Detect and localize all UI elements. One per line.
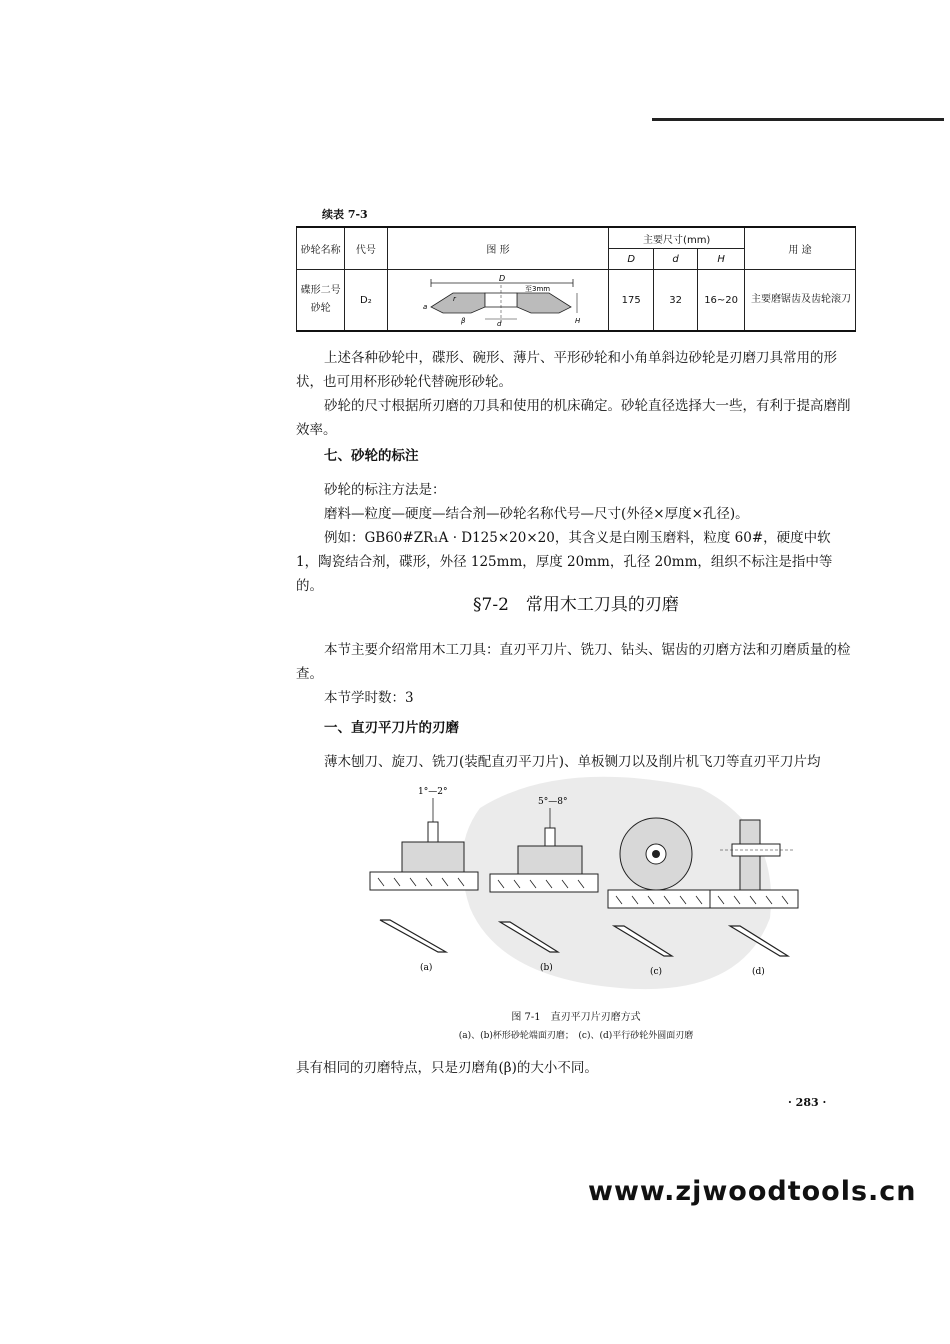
paragraph-marking-method: 砂轮的标注方法是： bbox=[324, 482, 446, 498]
paragraph-straight-blade: 薄木刨刀、旋刀、铣刀(装配直刃平刀片)、单板铡刀以及削片机飞刀等直刃平刀片均 bbox=[324, 754, 821, 770]
figure-a bbox=[370, 787, 478, 973]
heading-straight-blade: 一、直刃平刀片的刃磨 bbox=[324, 720, 459, 736]
label-a: (a) bbox=[420, 963, 433, 973]
figure-c bbox=[608, 818, 712, 977]
cell-code: D₂ bbox=[345, 270, 387, 332]
website-url: www.zjwoodtools.cn bbox=[588, 1176, 917, 1207]
header-rule bbox=[652, 118, 944, 121]
table-caption: 续表 7-3 bbox=[322, 208, 368, 221]
cell-shape bbox=[387, 270, 609, 332]
col-H-header: H bbox=[698, 249, 745, 270]
label-c: (c) bbox=[650, 967, 663, 977]
paragraph-wheel-size: 砂轮的尺寸根据所刃磨的刀具和使用的机床确定。砂轮直径选择大一些，有利于提高磨削效率。 bbox=[296, 398, 851, 438]
diagram-note-label: 至3mm bbox=[524, 284, 551, 293]
col-name-header: 砂轮名称 bbox=[297, 227, 345, 270]
diagram-beta-label: β bbox=[460, 316, 466, 325]
col-d-header: d bbox=[653, 249, 697, 270]
page-number: · 283 · bbox=[788, 1096, 827, 1109]
table-row bbox=[297, 270, 856, 332]
angle-a-label: 1°—2° bbox=[418, 787, 448, 797]
diagram-H-label: H bbox=[574, 316, 581, 325]
section-title: §7-2 常用木工刀具的刃磨 bbox=[473, 595, 679, 615]
col-code-header: 代号 bbox=[345, 227, 387, 270]
label-b: (b) bbox=[540, 963, 553, 973]
cell-name: 碟形二号砂轮 bbox=[297, 270, 345, 332]
diagram-D-label: D bbox=[498, 273, 506, 283]
paragraph-class-hours: 本节学时数：3 bbox=[324, 690, 414, 706]
paragraph-conclusion: 具有相同的刃磨特点，只是刃磨角(β)的大小不同。 bbox=[296, 1060, 598, 1076]
diagram-r-label: r bbox=[452, 294, 456, 303]
col-D-header: D bbox=[609, 249, 653, 270]
angle-b-label: 5°—8° bbox=[538, 797, 568, 807]
cell-D: 175 bbox=[609, 270, 653, 332]
diagram-d-label: d bbox=[496, 319, 502, 327]
label-d: (d) bbox=[752, 967, 765, 977]
grinding-wheel-table bbox=[296, 226, 856, 332]
cell-H: 16~20 bbox=[698, 270, 745, 332]
cell-usage: 主要磨锯齿及齿轮滚刀 bbox=[744, 270, 855, 332]
col-usage-header: 用 途 bbox=[744, 227, 855, 270]
figure-subcaption: (a)、(b)杯形砂轮端面刃磨； (c)、(d)平行砂轮外圆面刃磨 bbox=[458, 1031, 694, 1041]
dish-wheel-diagram bbox=[413, 271, 583, 327]
heading-wheel-marking: 七、砂轮的标注 bbox=[324, 448, 419, 464]
figure-caption: 图 7-1 直刃平刀片刃磨方式 bbox=[511, 1012, 641, 1023]
col-shape-header: 图 形 bbox=[387, 227, 609, 270]
paragraph-marking-format: 磨料—粒度—硬度—结合剂—砂轮名称代号—尺寸(外径×厚度×孔径)。 bbox=[324, 506, 749, 522]
paragraph-marking-example: 例如：GB60#ZR₁A · D125×20×20，其含义是白刚玉磨料，粒度 60#，硬度中软 1，陶瓷结合剂，碟形，外径 125mm，厚度 20mm，孔径 20mm，组织不标注是指中等的。 bbox=[296, 530, 833, 594]
paragraph-section-intro: 本节主要介绍常用木工刀具：直刃平刀片、铣刀、钻头、锯齿的刃磨方法和刃磨质量的检查。 bbox=[296, 642, 851, 682]
paragraph-wheel-shapes: 上述各种砂轮中，碟形、碗形、薄片、平形砂轮和小角单斜边砂轮是刃磨刀具常用的形状，也可用杯形砂轮代替碗形砂轮。 bbox=[296, 350, 837, 390]
figure-b bbox=[490, 797, 598, 973]
diagram-a-label: a bbox=[422, 302, 428, 311]
figure-7-1 bbox=[360, 780, 800, 990]
cell-d: 32 bbox=[653, 270, 697, 332]
col-dims-header: 主要尺寸(mm) bbox=[609, 227, 745, 249]
figure-d bbox=[710, 820, 798, 977]
